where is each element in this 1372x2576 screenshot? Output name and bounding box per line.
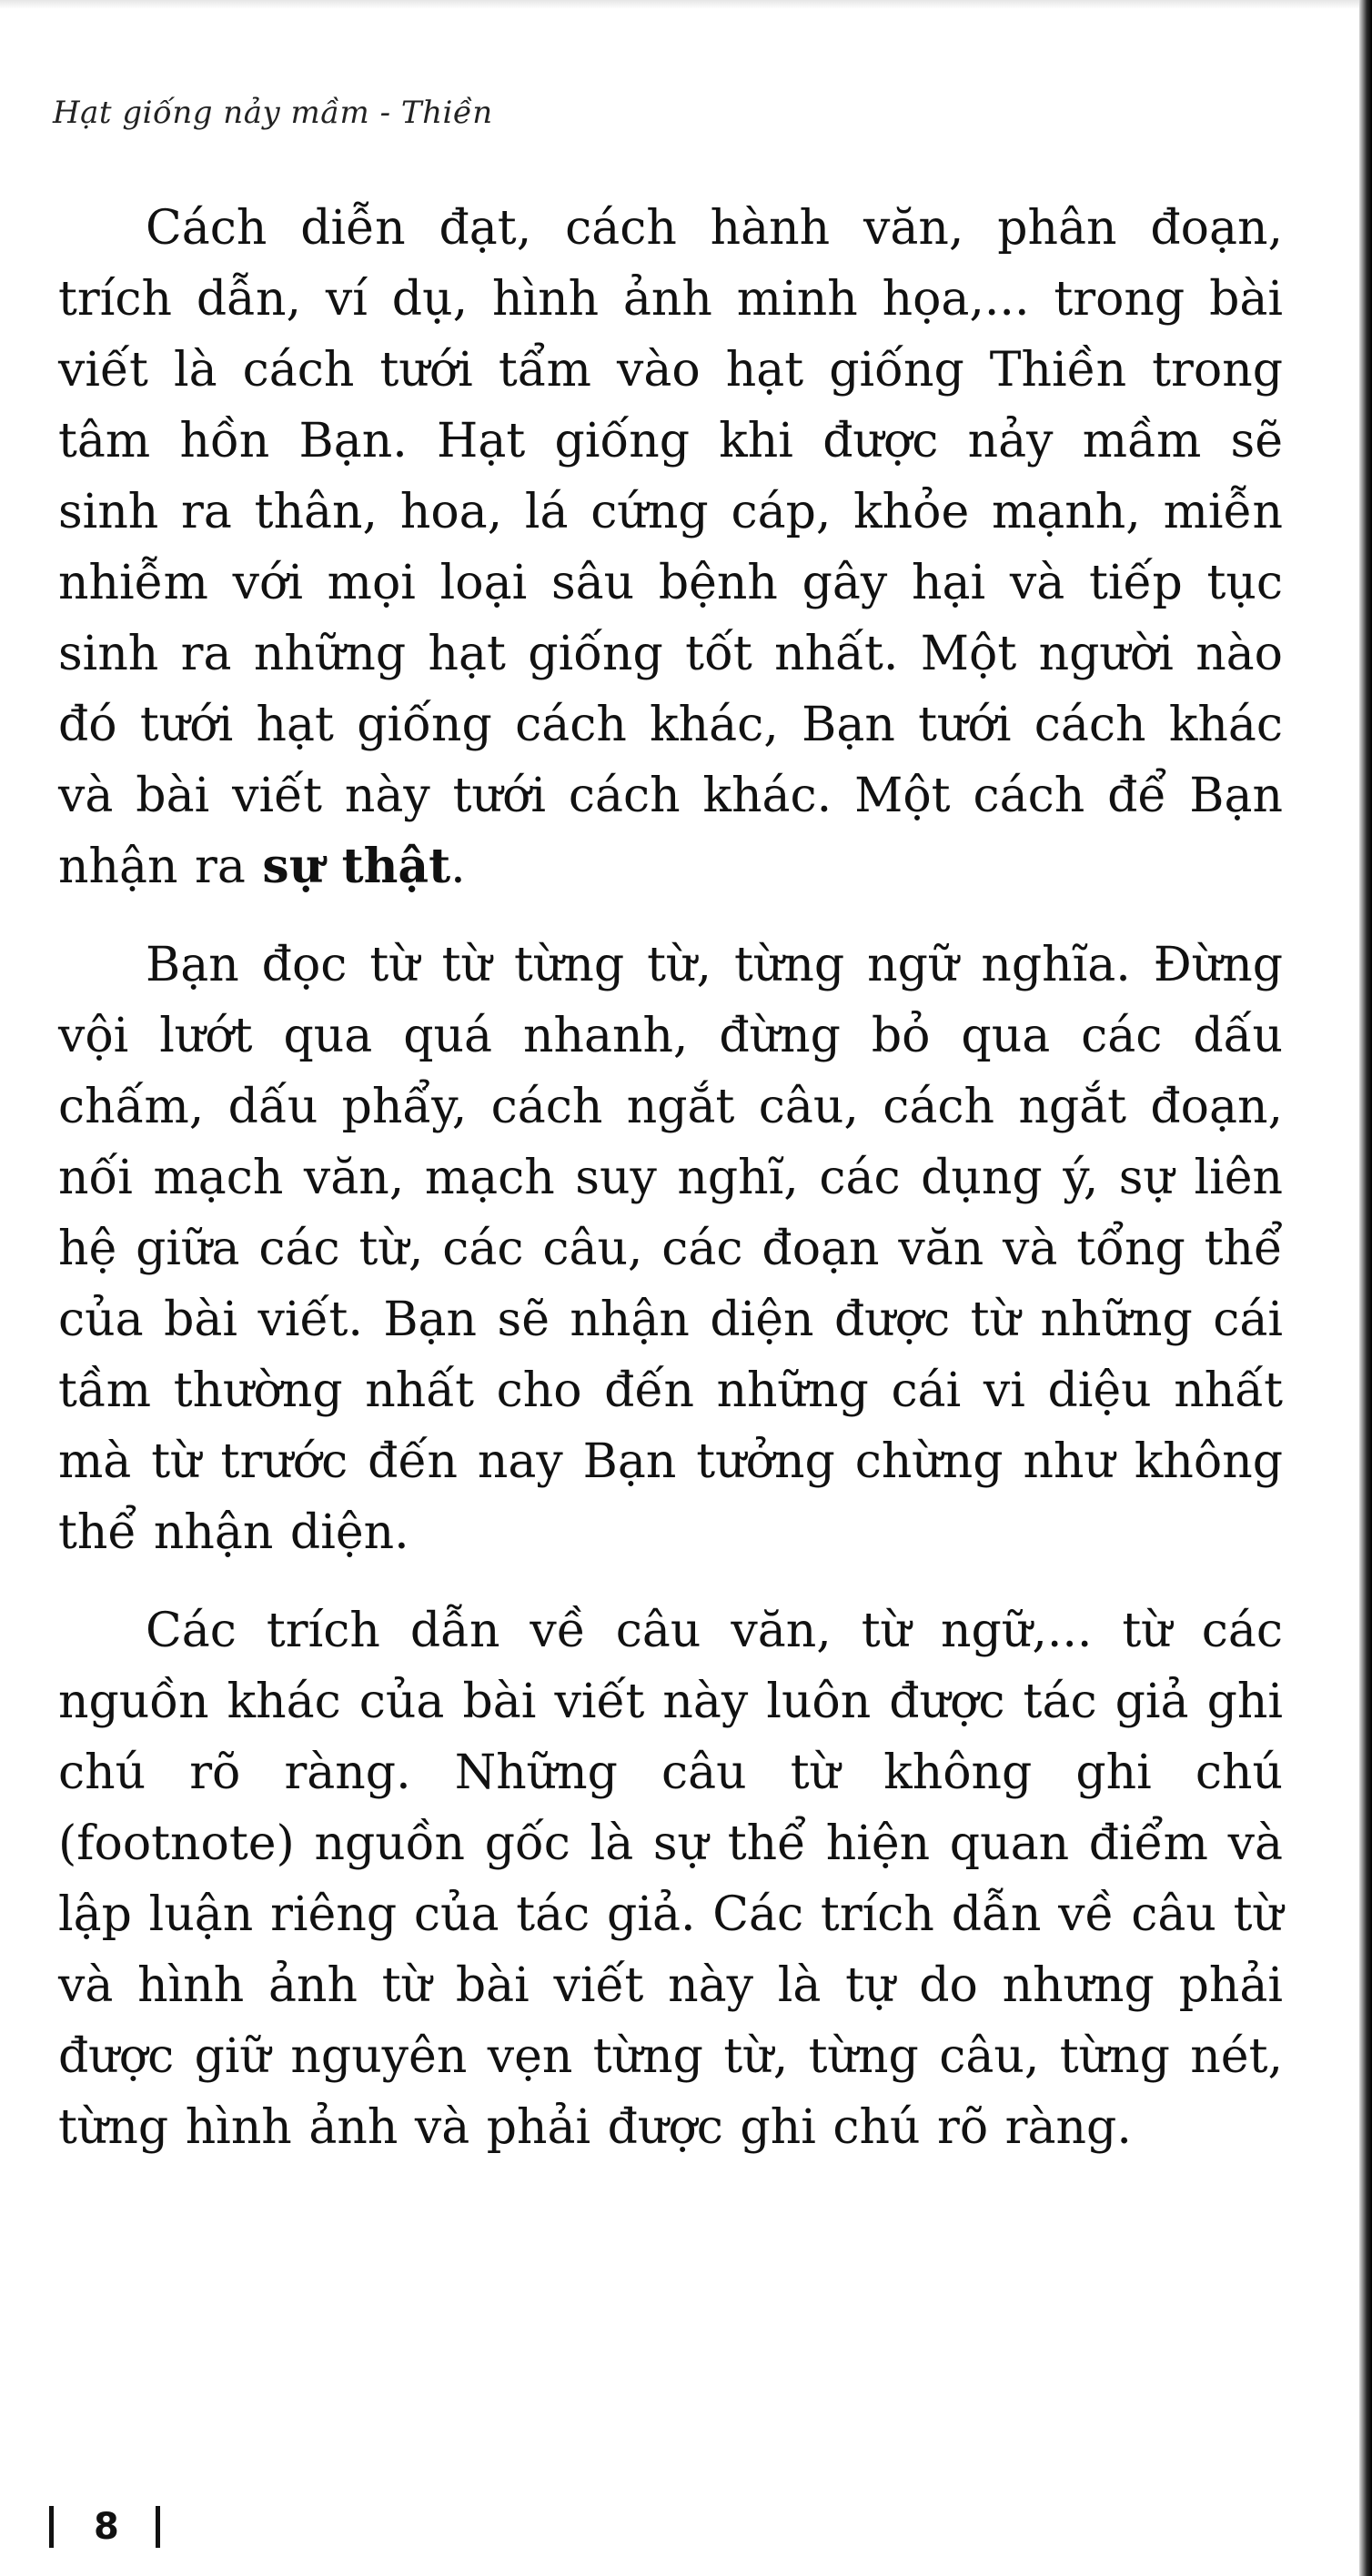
page-number-bar-left <box>49 2506 54 2548</box>
paragraph-2: Bạn đọc từ từ từng từ, từng ngữ nghĩa. Đừng vội lướt qua quá nhanh, đừng bỏ qua các dấu chấm, dấu phẩy, cách ngắt câu, cách ngắt đoạn, nối mạch văn, mạch suy nghĩ, các dụng ý, sự liên hệ giữa các từ, các câu, các đoạn văn và tổng thể của bài viết. Bạn sẽ nhận diện được từ những cái tầm thường nhất cho đến những cái vi diệu nhất mà từ trước đến nay Bạn tưởng chừng như không thể nhận diện. <box>58 938 1283 1560</box>
page-number-bar-right <box>156 2506 160 2548</box>
paragraph-1-end: . <box>450 840 466 894</box>
page-footer <box>49 2503 160 2551</box>
paragraph-1-emphasis: sự thật <box>262 839 451 894</box>
running-header: Hạt giống nảy mầm - Thiền <box>53 95 493 131</box>
page-number: 8 <box>94 2506 119 2548</box>
page-top-edge <box>0 0 1372 9</box>
page-binding-edge <box>1359 0 1372 2576</box>
paragraph-3: Các trích dẫn về câu văn, từ ngữ,... từ các nguồn khác của bài viết này luôn được tác giả ghi chú rõ ràng. Những câu từ không ghi chú (footnote) nguồn gốc là sự thể hiện quan điểm và lập luận riêng của tác giả. Các trích dẫn về câu từ và hình ảnh từ bài viết này là tự do nhưng phải được giữ nguyên vẹn từng từ, từng câu, từng nét, từng hình ảnh và phải được ghi chú rõ ràng. <box>58 1604 1283 2155</box>
paragraph-1 <box>58 193 1283 902</box>
body-text <box>58 193 1283 2190</box>
paragraph-1-text: Cách diễn đạt, cách hành văn, phân đoạn, trích dẫn, ví dụ, hình ảnh minh họa,... trong bài viết là cách tưới tẩm vào hạt giống Thiền trong tâm hồn Bạn. Hạt giống khi được nảy mầm sẽ sinh ra thân, hoa, lá cứng cáp, khỏe mạnh, miễn nhiễm với mọi loại sâu bệnh gây hại và tiếp tục sinh ra những hạt giống tốt nhất. Một người nào đó tưới hạt giống cách khác, Bạn tưới cách khác và bài viết này tưới cách khác. Một cách để Bạn nhận ra <box>58 201 1283 894</box>
